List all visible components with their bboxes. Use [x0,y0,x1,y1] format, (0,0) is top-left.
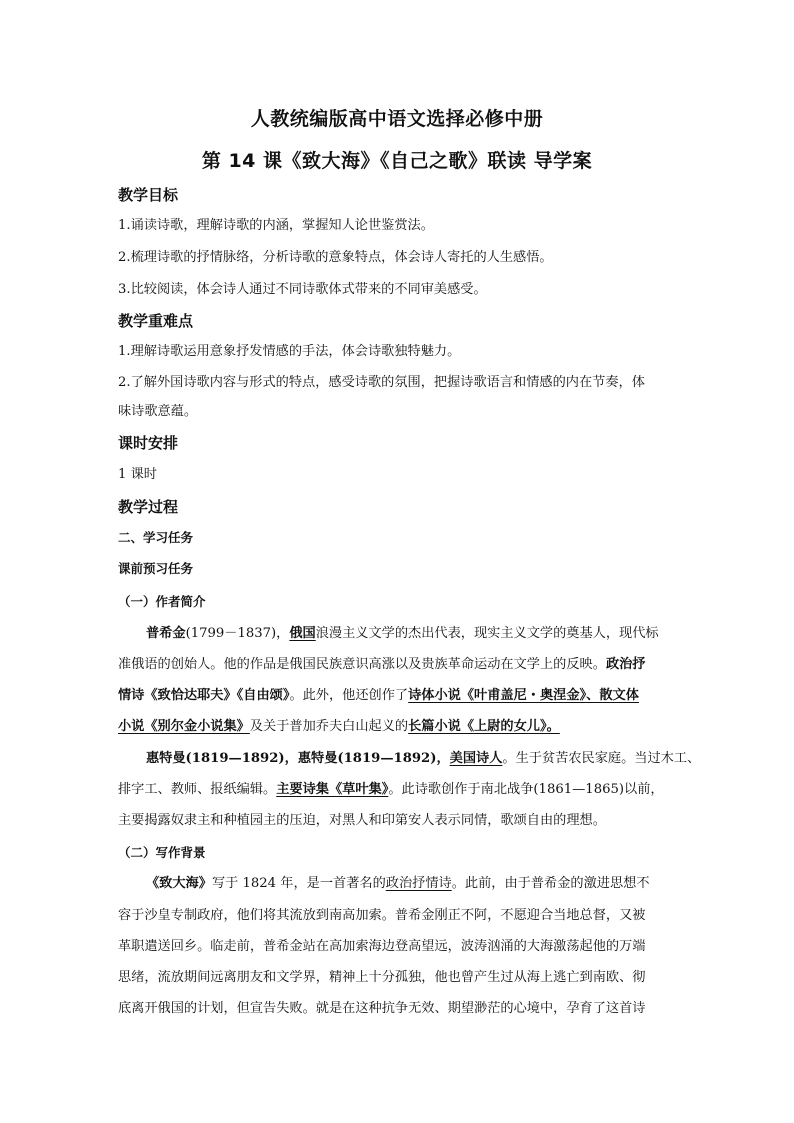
background-paragraph-line: 思绪，流放期间远离朋友和文学界，精神上十分孤独，他也曾产生过从海上逃亡到南欧、彻 [118,970,646,985]
goal-item: 1.诵读诗歌，理解诗歌的内涵，掌握知人论世鉴赏法。 [118,218,434,233]
author-paragraph-line: 情诗《致恰达耶夫》《自由颂》。此外，他还创作了诗体小说《叶甫盖尼・奥涅金》、散文体 [118,688,639,703]
schedule-value: 1 课时 [118,467,157,482]
background-paragraph-line: 革职遣送回乡。临走前，普希金站在高加索海边登高望远，波涛汹涌的大海激荡起他的万端 [118,939,646,954]
background-paragraph-line: 《致大海》写于 1824 年，是一首著名的政治抒情诗。此前，由于普希金的激进思想不 [146,876,650,891]
background-heading: （二）写作背景 [118,845,206,860]
keypoint-item: 2.了解外国诗歌内容与形式的特点，感受诗歌的氛围，把握诗歌语言和情感的内在节奏，体 [118,375,645,390]
author-paragraph-line: 惠特曼(1819—1892)，惠特曼(1819—1892)，美国诗人。生于贫苦农民家庭。当过木工、 [146,751,701,766]
document-subtitle: 第 14 课《致大海》《自己之歌》联读 导学案 [201,150,593,172]
keypoints-heading: 教学重难点 [118,312,194,330]
author-paragraph-line: 准俄语的创始人。他的作品是俄国民族意识高涨以及贵族革命运动在文学上的反映。政治抒 [118,657,646,672]
keypoint-item-continued: 味诗歌意蕴。 [118,404,198,419]
task-heading: 二、学习任务 [118,530,194,545]
process-heading: 教学过程 [118,498,179,516]
goal-item: 3.比较阅读，体会诗人通过不同诗歌体式带来的不同审美感受。 [118,282,487,297]
author-paragraph-line: 排字工、教师、报纸编辑。主要诗集《草叶集》。此诗歌创作于南北战争(1861—1865)以前， [118,782,664,797]
goal-item: 2.梳理诗歌的抒情脉络，分析诗歌的意象特点，体会诗人寄托的人生感悟。 [118,250,553,265]
background-paragraph-line: 底离开俄国的计划，但宣告失败。就是在这种抗争无效、期望渺茫的心境中，孕育了这首诗 [118,1001,646,1016]
author-paragraph-line: 小说《别尔金小说集》及关于普加乔夫白山起义的长篇小说《上尉的女儿》。 [118,719,560,734]
document-title: 人教统编版高中语文选择必修中册 [250,108,544,130]
schedule-heading: 课时安排 [118,434,179,452]
background-paragraph-line: 容于沙皇专制政府，他们将其流放到南高加索。普希金刚正不阿，不愿迎合当地总督，又被 [118,908,646,923]
goals-heading: 教学目标 [118,186,179,204]
pre-task-heading: 课前预习任务 [118,561,194,576]
author-paragraph-line: 主要揭露奴隶主和种植园主的压迫，对黑人和印第安人表示同情，歌颂自由的理想。 [118,813,606,828]
author-heading: （一）作者简介 [118,594,206,609]
author-paragraph-line: 普希金(1799－1837)，俄国浪漫主义文学的杰出代表，现实主义文学的奠基人，现代标 [146,626,659,641]
keypoint-item: 1.理解诗歌运用意象抒发情感的手法，体会诗歌独特魅力。 [118,344,461,359]
